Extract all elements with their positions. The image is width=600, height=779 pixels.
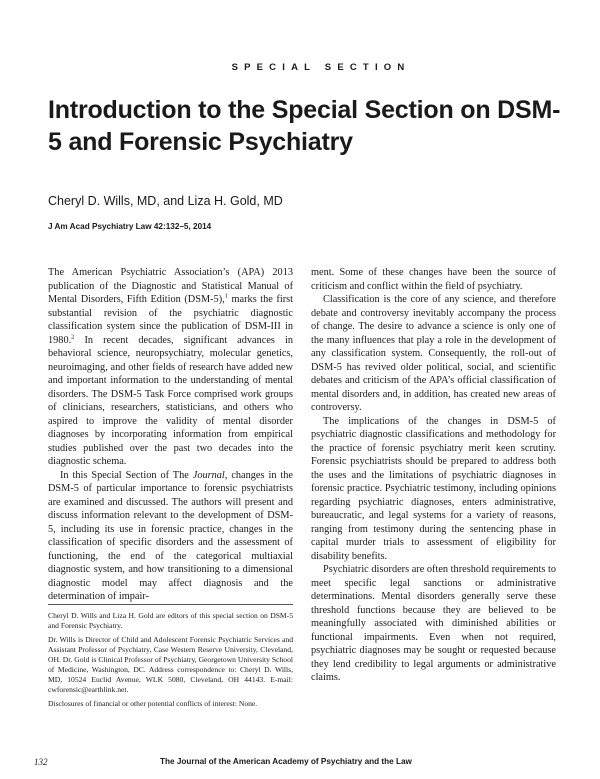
paragraph-2-part-b: , changes in the DSM-5 of particular importance to forensic psychiatrists are examined and discussed. The authors will present and discuss information relevant to the development of DSM-5, including its use in forensic practice, changes in the classification of specific disorders and the assessment of functioning, the end of the categorical multiaxial diagnostic system, and how transitioning to a dimensional diagnostic model may affect diagnosis and the determination of impair- bbox=[48, 469, 293, 602]
paragraph-3: Classification is the core of any science, and therefore debate and controversy inevitably accompany the process of change. The desire to advance a science is only one of the many influences that play a role in the development of any classification system. Consequently, the roll-out of DSM-5 has revived older political, social, and scientific debates and criticism of the APA’s official classification of mental disorders and, in addition, has created new areas of controversy. bbox=[311, 294, 556, 413]
section-label: SPECIAL SECTION bbox=[231, 62, 411, 73]
reference-2: 2 bbox=[71, 333, 75, 341]
body-column-right bbox=[311, 266, 556, 685]
paragraph-1-part-c: In recent decades, significant advances in behavioral science, neuropsychiatry, molecular genetics, neuroimaging, and other fields of research have added new and important information to the understanding of mental disorders. The DSM-5 Task Force comprised work groups of clinicians, researchers, statisticians, and others who aspired to improve the validity of mental disorder diagnoses by incorporating information from empirical studies published over the past two decades into the diagnostic schema. bbox=[48, 334, 293, 467]
footnotes bbox=[48, 604, 293, 713]
paragraph-1-part-a: The American Psychiatric Association’s (APA) 2013 publication of the Diagnostic and Statistical Manual of Mental Disorders, Fifth Edition (DSM-5), bbox=[48, 267, 293, 305]
footnote-affiliations: Dr. Wills is Director of Child and Adolescent Forensic Psychiatric Services and Assistant Professor of Psychiatry, Case Western Reserve University, Cleveland, OH. Dr. Gold is Clinical Professor of Psychiatry, Georgetown University School of Medicine, Washington, DC. Address correspondence to: Cheryl D. Wills, MD, 10524 Euclid Avenue, WLK 5080, Cleveland, OH 44143. E-mail: cwforensic@earthlink.net. bbox=[48, 635, 293, 694]
journal-italic: Journal bbox=[192, 469, 225, 481]
article-title: Introduction to the Special Section on DSM-5 and Forensic Psychiatry bbox=[48, 96, 561, 156]
footnote-disclosures: Disclosures of financial or other potential conflicts of interest: None. bbox=[48, 699, 258, 708]
page-number: 132 bbox=[34, 757, 48, 767]
body-column-left bbox=[48, 266, 293, 604]
page-footer bbox=[34, 757, 566, 769]
paragraph-2-part-a: In this Special Section of The bbox=[60, 469, 193, 481]
footnote-editors: Cheryl D. Wills and Liza H. Gold are editors of this special section on DSM-5 and Forensic Psychiatry. bbox=[48, 611, 293, 630]
paragraph-2 bbox=[48, 469, 293, 604]
article-citation: J Am Acad Psychiatry Law 42:132–5, 2014 bbox=[48, 222, 212, 231]
paragraph-1 bbox=[48, 266, 293, 469]
paragraph-5: Psychiatric disorders are often threshold requirements to meet specific legal sanctions or administrative determinations. Mental disorders generally serve these threshold functions because they are believed to be meaningfully associated with diminished abilities or functional impairments. Even when not required, psychiatric diagnoses may be sought or requested because they lend credibility to legal arguments or administrative claims. bbox=[311, 564, 556, 683]
paragraph-1-part-b: marks the first substantial revision of the psychiatric diagnostic classification system since the publication of DSM-III in 1980. bbox=[48, 294, 293, 346]
journal-name: The Journal of the American Academy of Psychiatry and the Law bbox=[160, 757, 412, 766]
article-authors: Cheryl D. Wills, MD, and Liza H. Gold, MD bbox=[48, 194, 283, 208]
paragraph-2-continued: ment. Some of these changes have been the source of criticism and conflict within the field of psychiatry. bbox=[311, 267, 556, 292]
reference-1: 1 bbox=[224, 292, 228, 300]
paragraph-4: The implications of the changes in DSM-5 of psychiatric diagnostic classifications and methodology for the practice of forensic psychiatry merit keen scrutiny. Forensic psychiatrists should be prepared to address both the uses and the limitations of psychiatric diagnoses in forensic practice. Psychiatric testimony, including opinions regarding psychiatric diagnoses, enters administrative, bureaucratic, and legal systems for a variety of reasons, ranging from testimony during the sentencing phase in capital murder trials to assessment of eligibility for disability benefits. bbox=[311, 415, 556, 562]
